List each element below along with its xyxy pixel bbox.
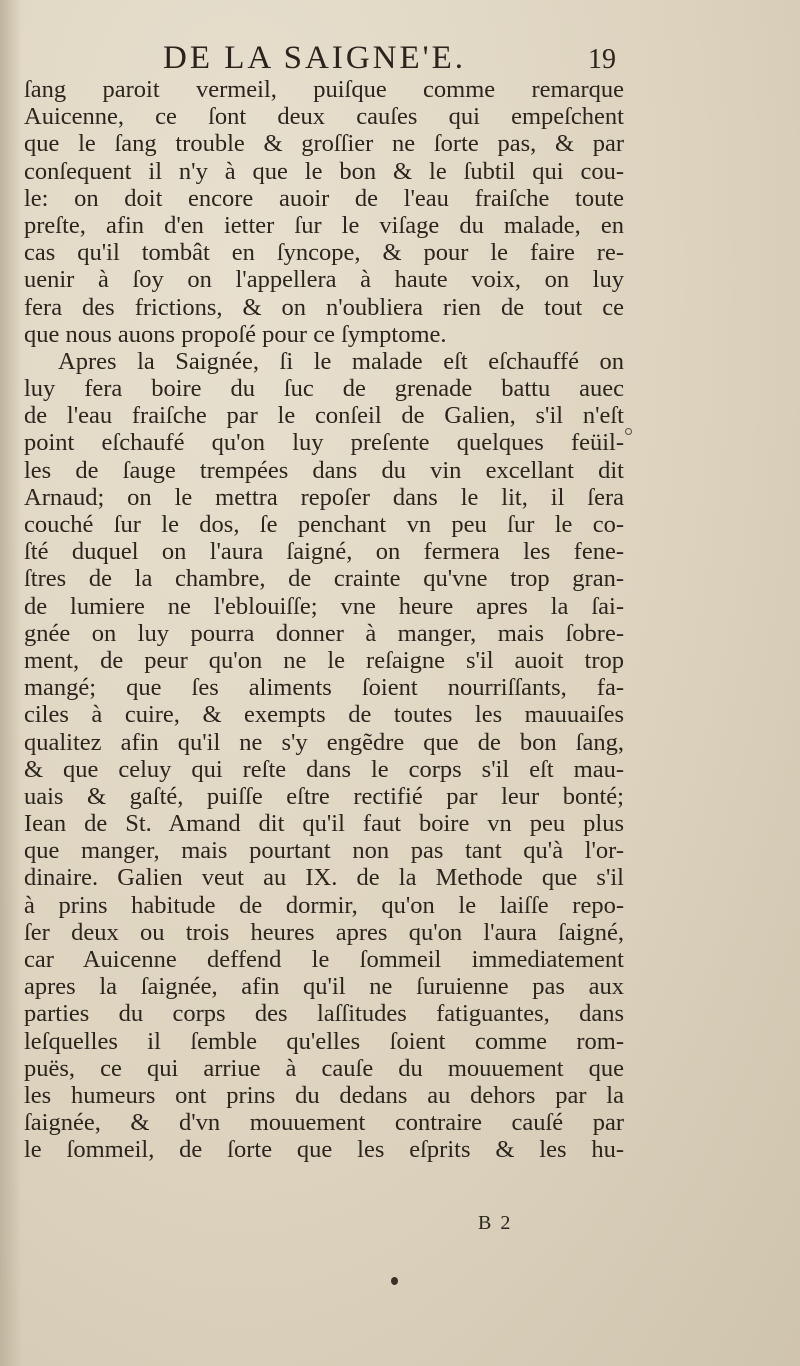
text-line: ſté duquel on l'aura ſaigné, on fermera les fene- (24, 538, 624, 566)
text-line: à prins habitude de dormir, qu'on le laiſſe repo- (24, 891, 624, 919)
text-line: de lumiere ne l'eblouiſſe; vne heure apres la ſai- (24, 592, 624, 620)
text-line: ſtres de la chambre, de crainte qu'vne trop gran- (24, 565, 624, 593)
text-line: les humeurs ont prins du dedans au dehors par la (24, 1081, 624, 1109)
signature-mark: B 2 (478, 1212, 513, 1234)
text-line: mangé; que ſes aliments ſoient nourriſſants, fa- (24, 674, 624, 702)
text-line: Iean de St. Amand dit qu'il faut boire vn peu plus (24, 810, 624, 838)
page-number: 19 (588, 44, 616, 75)
text-line: Apres la Saignée, ſi le malade eſt eſchauffé on (58, 347, 624, 375)
text-line: que le ſang trouble & groſſier ne ſorte pas, & par (24, 130, 624, 158)
text-line: le ſommeil, de ſorte que les eſprits & les hu- (24, 1136, 624, 1164)
text-line: luy fera boire du ſuc de grenade battu auec (24, 375, 624, 403)
text-line: puës, ce qui arriue à cauſe du mouuement que (24, 1054, 624, 1082)
text-line: ciles à cuire, & exempts de toutes les mauuaiſes (24, 701, 624, 729)
text-line: parties du corps des laſſitudes fatiguantes, dans (24, 1000, 624, 1028)
text-line: ſer deux ou trois heures apres qu'on l'aura ſaigné, (24, 918, 624, 946)
text-line: car Auicenne deffend le ſommeil immediatement (24, 946, 624, 973)
text-line: que nous auons propoſé pour ce ſymptome. (24, 320, 447, 348)
text-line: dinaire. Galien veut au IX. de la Methode que s'il (24, 864, 624, 892)
text-line: Arnaud; on le mettra repoſer dans le lit, il ſera (24, 483, 624, 511)
text-line: ſang paroit vermeil, puiſque comme remarque (24, 76, 624, 103)
text-line: conſequent il n'y à que le bon & le ſubtil qui cou- (24, 157, 624, 185)
text-line: couché ſur le dos, ſe penchant vn peu ſur le co- (24, 511, 624, 538)
text-line: & que celuy qui reſte dans le corps s'il eſt mau- (24, 755, 624, 783)
text-line: le: on doit encore auoir de l'eau fraiſche toute (24, 184, 624, 212)
body-text (24, 76, 624, 1164)
text-line: les de ſauge trempées dans du vin excellant dit (24, 456, 624, 484)
text-line: que manger, mais pourtant non pas tant qu'à l'or- (24, 837, 624, 865)
text-line: de l'eau fraiſche par le conſeil de Galien, s'il n'eſt (24, 402, 624, 430)
text-line: ment, de peur qu'on ne le reſaigne s'il auoit trop (24, 646, 624, 674)
text-line: Auicenne, ce ſont deux cauſes qui empeſchent (24, 103, 624, 131)
text-line: gnée on luy pourra donner à manger, mais ſobre- (24, 619, 624, 647)
text-line: fera des frictions, & on n'oubliera rien de tout ce (24, 293, 624, 321)
text-line: apres la ſaignée, afin qu'il ne ſuruienne pas aux (24, 973, 624, 1001)
text-line: uais & gaſté, puiſſe eſtre rectifié par leur bonté; (24, 782, 624, 810)
text-line: point eſchaufé qu'on luy preſente quelques feüil- (24, 429, 624, 457)
running-head-title: DE LA SAIGNE'E. (163, 40, 467, 76)
ink-dot (391, 1277, 398, 1285)
text-line: preſte, afin d'en ietter ſur le viſage du malade, en (24, 211, 624, 239)
text-line: uenir à ſoy on l'appellera à haute voix, on luy (24, 266, 624, 294)
margin-mark (625, 428, 632, 435)
text-line: leſquelles il ſemble qu'elles ſoient comme rom- (24, 1027, 624, 1055)
text-line: ſaignée, & d'vn mouuement contraire cauſé par (24, 1109, 624, 1137)
text-line: qualitez afin qu'il ne s'y engẽdre que de bon ſang, (24, 728, 624, 756)
text-line: cas qu'il tombât en ſyncope, & pour le faire re- (24, 239, 624, 267)
